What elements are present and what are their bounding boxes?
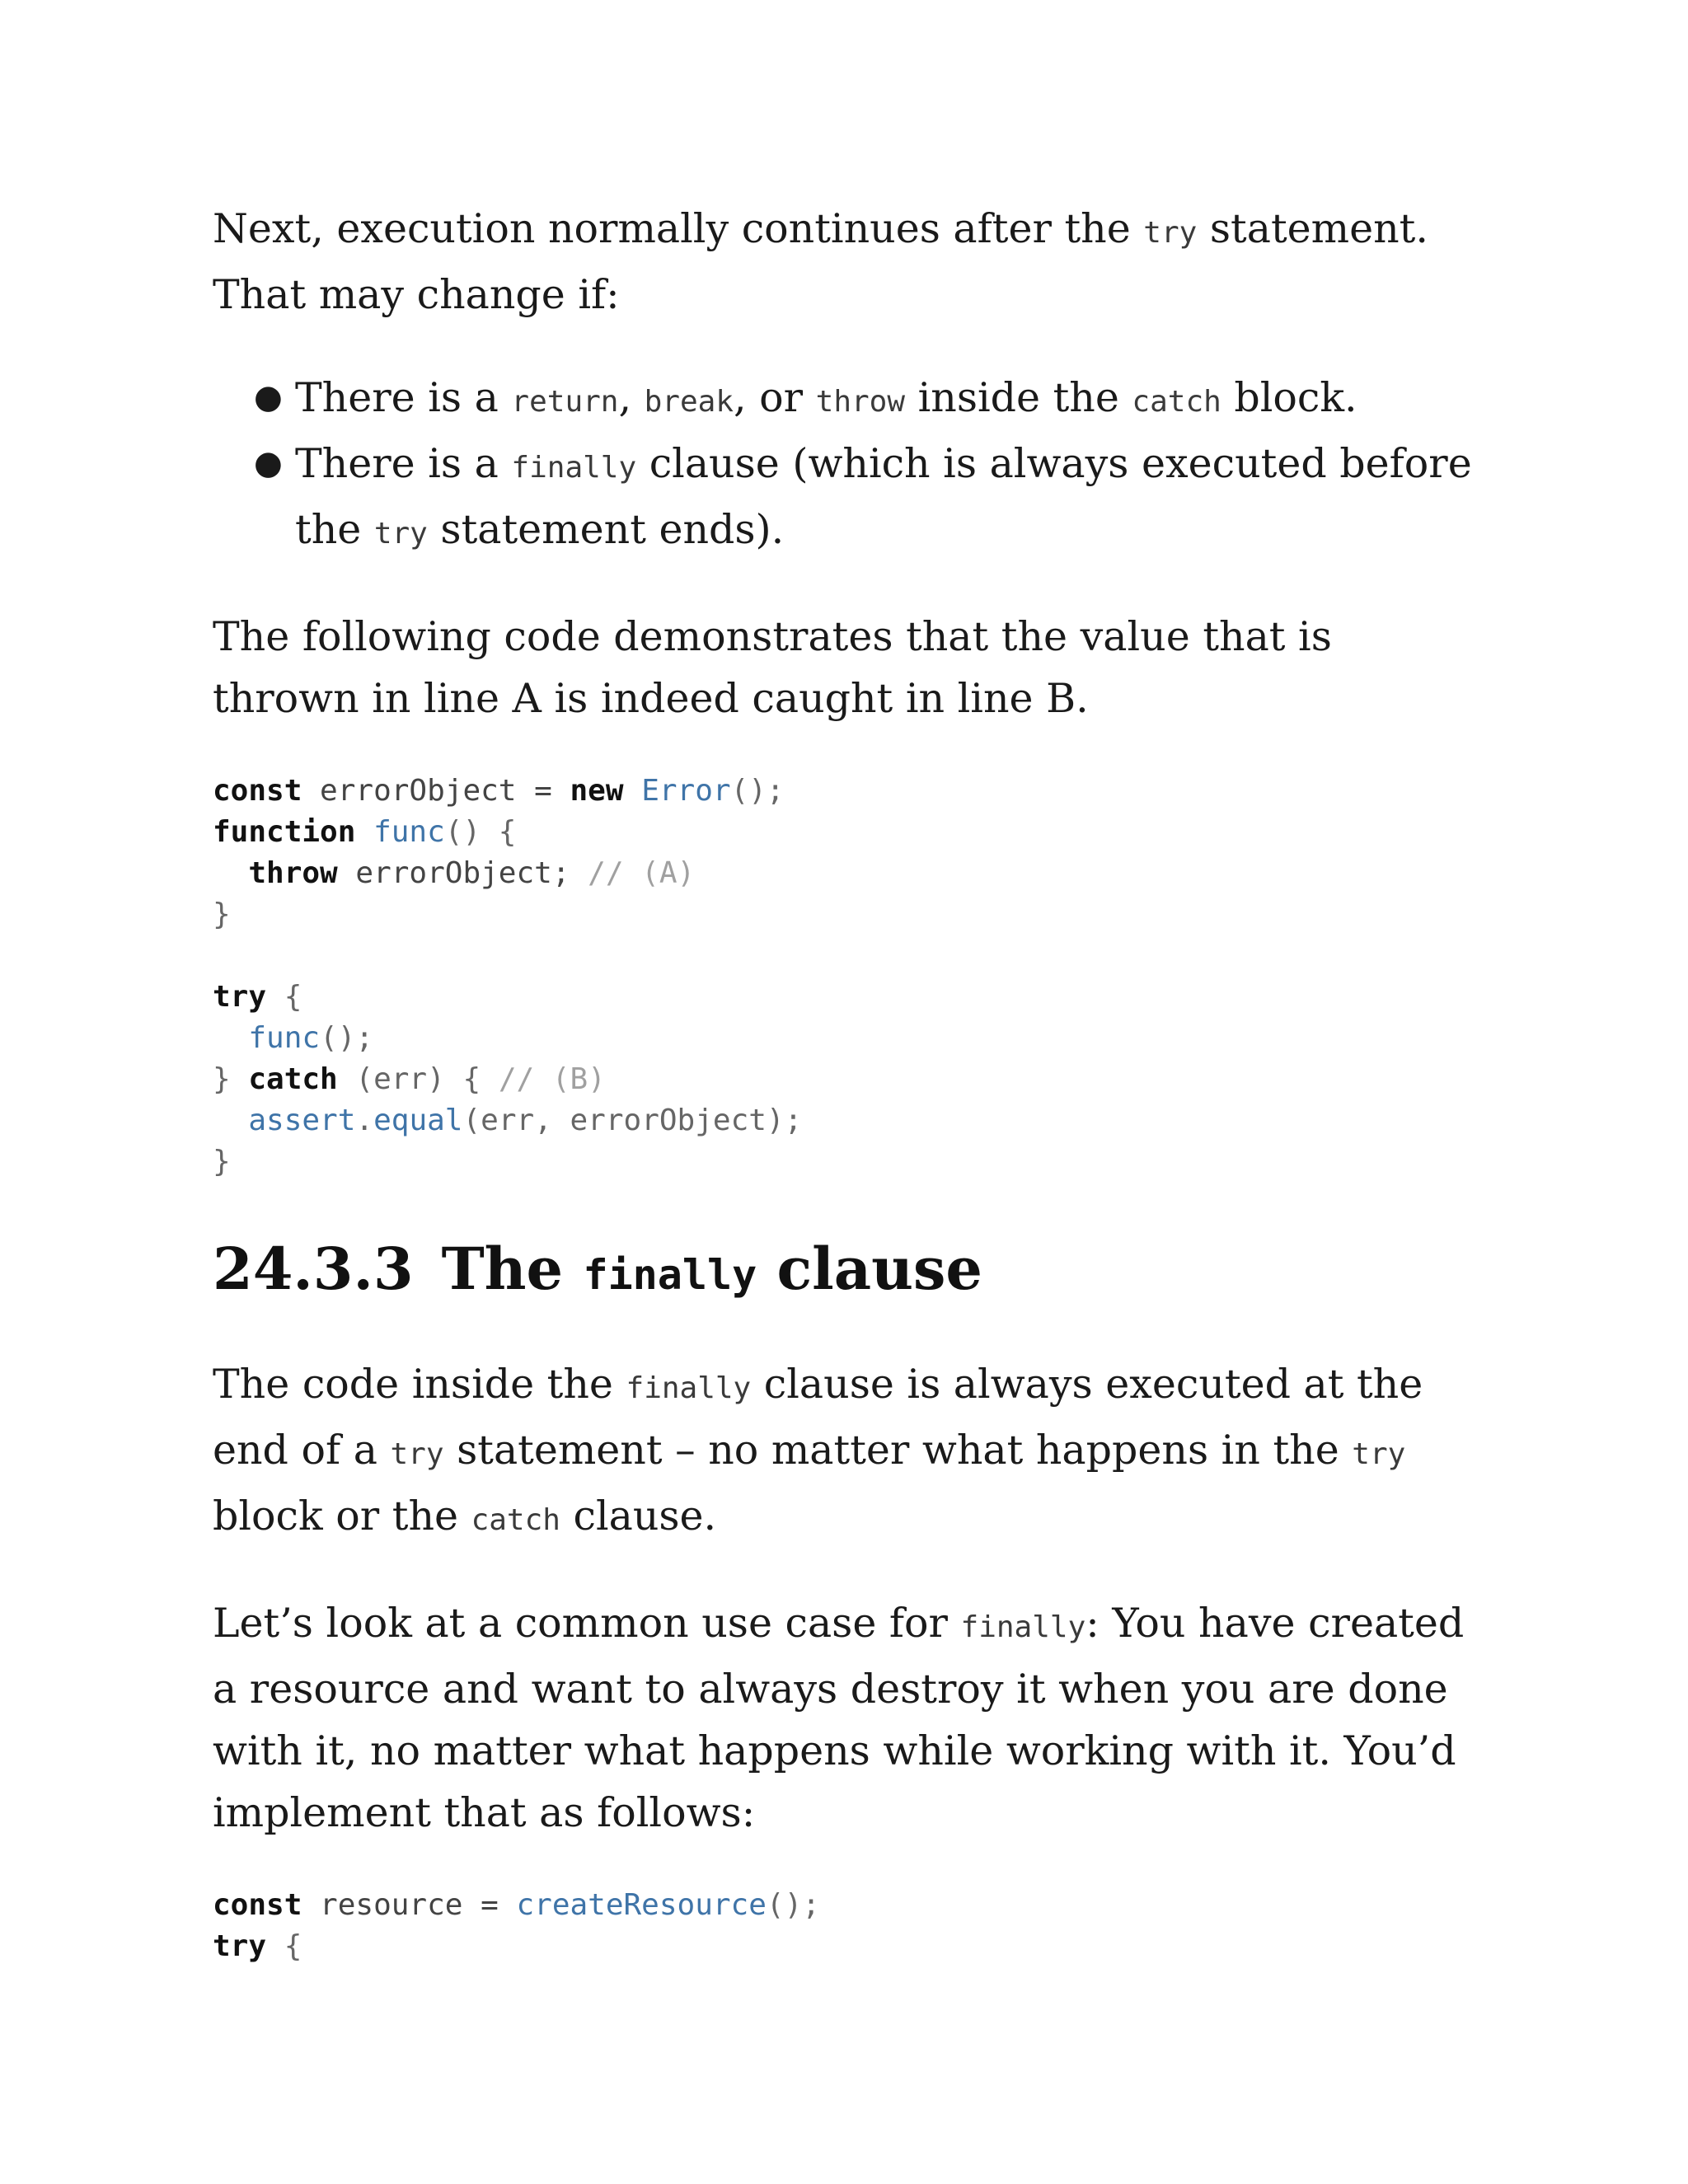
- text: clause is always executed at the end of a: [213, 1361, 1423, 1474]
- code-token: }: [213, 1145, 231, 1179]
- heading-text: clause: [757, 1235, 982, 1303]
- code-token: {: [266, 1929, 302, 1963]
- code-block-error-object: [213, 771, 1498, 1183]
- paragraph-execution-continues: [213, 198, 1432, 326]
- text: inside the: [905, 374, 1132, 421]
- code-token: }: [213, 1062, 249, 1096]
- code-token: .: [355, 1104, 374, 1137]
- code-token: [213, 856, 248, 890]
- code-token: Error: [641, 774, 731, 808]
- code-token: [213, 1021, 248, 1055]
- code-token: func: [248, 1021, 321, 1055]
- code-token: () {: [444, 815, 517, 849]
- code-token: equal: [373, 1104, 463, 1137]
- code-token: ();: [766, 1888, 820, 1922]
- code-token: }: [213, 898, 231, 931]
- code-token: (err) {: [337, 1062, 499, 1096]
- code-token: try: [213, 980, 267, 1014]
- code-token: ();: [320, 1021, 374, 1055]
- text: Let’s look at a common use case for: [213, 1600, 961, 1647]
- list-item: [213, 433, 1482, 565]
- code-token: const: [213, 1888, 302, 1922]
- code-token: [624, 774, 642, 808]
- text: block.: [1221, 374, 1357, 421]
- paragraph-code-demo: The following code demonstrates that the value that is thrown in line A is indeed caught in line B.: [213, 613, 1332, 722]
- heading-text: The: [441, 1235, 584, 1303]
- inline-code: catch: [1132, 385, 1221, 419]
- text: block or the: [213, 1493, 471, 1540]
- inline-code: finally: [626, 1371, 752, 1405]
- code-token: createResource: [516, 1888, 767, 1922]
- code-token: ();: [730, 774, 785, 808]
- bullet-icon: ●: [254, 378, 283, 416]
- inline-code: break: [644, 385, 734, 419]
- inline-code: catch: [471, 1503, 560, 1537]
- text: There is a: [295, 440, 512, 487]
- code-comment: // (B): [498, 1062, 606, 1096]
- code-token: [355, 815, 373, 849]
- section-number: 24.3.3: [213, 1235, 414, 1303]
- section-heading: [213, 1232, 1498, 1312]
- text: , or: [734, 374, 816, 421]
- text: ,: [618, 374, 645, 421]
- code-token: assert: [248, 1104, 356, 1137]
- inline-code: try: [1143, 216, 1198, 250]
- code-token: function: [213, 815, 356, 849]
- inline-code: try: [1352, 1437, 1406, 1471]
- bullet-icon: ●: [254, 444, 283, 482]
- code-token: const: [213, 774, 302, 808]
- paragraph-use-case: [213, 1592, 1498, 1844]
- text: The code inside the: [213, 1361, 626, 1408]
- text: statement ends).: [427, 506, 785, 553]
- code-token: throw: [248, 856, 338, 890]
- paragraph-finally-explained: [213, 1353, 1498, 1551]
- code-token: catch: [248, 1062, 338, 1096]
- text: statement – no matter what happens in the: [443, 1427, 1353, 1474]
- bullet-list: [213, 367, 1498, 565]
- text: clause.: [560, 1493, 717, 1540]
- text: clause (which is always executed before the: [295, 440, 1472, 553]
- inline-code: return: [511, 385, 619, 419]
- code-token: [213, 1104, 248, 1137]
- code-token: resource =: [302, 1888, 517, 1922]
- code-comment: // (A): [588, 856, 696, 890]
- text: : You have created a resource and want to always destroy it when you are done with it, no matter what happens while working with it. You’d implement that as follows:: [213, 1600, 1465, 1836]
- inline-code: finally: [511, 451, 637, 485]
- inline-code: finally: [960, 1610, 1086, 1644]
- code-token: (err, errorObject);: [462, 1104, 803, 1137]
- code-token: errorObject;: [337, 856, 588, 890]
- code-block-resource: [213, 1885, 1498, 1967]
- text: There is a: [295, 374, 512, 421]
- code-token: new: [570, 774, 624, 808]
- list-item: [213, 367, 1498, 433]
- code-token: errorObject =: [302, 774, 570, 808]
- code-token: {: [266, 980, 302, 1014]
- page-content: [213, 198, 1498, 1967]
- code-token: try: [213, 1929, 267, 1963]
- text: Next, execution normally continues after the: [213, 205, 1144, 252]
- inline-code: throw: [815, 385, 906, 419]
- inline-code: try: [390, 1437, 444, 1471]
- heading-code: finally: [583, 1251, 757, 1299]
- code-token: func: [373, 815, 445, 849]
- text: statement. That may change if:: [213, 205, 1428, 318]
- inline-code: try: [373, 517, 428, 551]
